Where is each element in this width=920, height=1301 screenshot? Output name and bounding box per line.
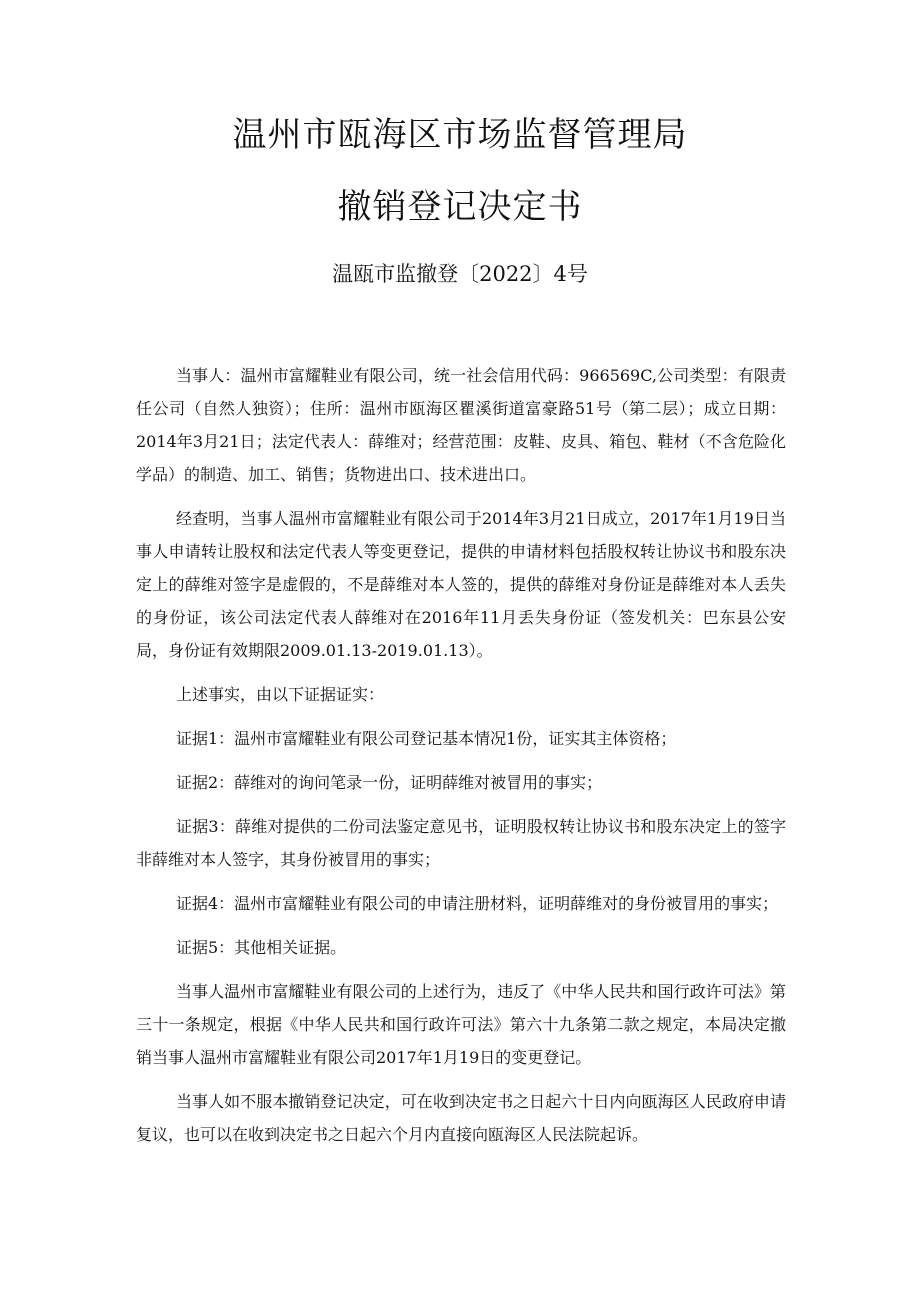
findings-paragraph: 经查明，当事人温州市富耀鞋业有限公司于2014年3月21日成立，2017年1月19日当事人申请转让股权和法定代表人等变更登记，提供的申请材料包括股权转让协议书和股东决定上的薛维对签字是虚假的，不是薛维对本人签的，提供的薛维对身份证是薛维对本人丢失的身份证，该公司法定代表人薛维对在2016年11月丢失身份证（签发机关：巴东县公安局，身份证有效期限2009.01.13-2019.01.13）。 bbox=[136, 509, 786, 660]
document-body bbox=[136, 359, 786, 1162]
decision-paragraph: 当事人温州市富耀鞋业有限公司的上述行为，违反了《中华人民共和国行政许可法》第三十一条规定，根据《中华人民共和国行政许可法》第六十九条第二款之规定，本局决定撤销当事人温州市富耀鞋业有限公司2017年1月19日的变更登记。 bbox=[136, 982, 786, 1067]
evidence-item-5: 证据5：其他相关证据。 bbox=[176, 938, 347, 957]
document-number: 温瓯市监撤登〔2022〕4号 bbox=[332, 262, 588, 286]
evidence-item-2: 证据2：薛维对的询问笔录一份，证明薛维对被冒用的事实； bbox=[176, 773, 603, 792]
evidence-item-3: 证据3：薛维对提供的二份司法鉴定意见书，证明股权转让协议书和股东决定上的签字非薛维对本人签字，其身份被冒用的事实； bbox=[136, 817, 786, 869]
document-title: 撤销登记决定书 bbox=[337, 187, 583, 227]
agency-title: 温州市瓯海区市场监督管理局 bbox=[232, 115, 688, 155]
evidence-intro-paragraph: 上述事实，由以下证据证实： bbox=[176, 685, 385, 704]
evidence-item-4: 证据4：温州市富耀鞋业有限公司的申请注册材料，证明薛维对的身份被冒用的事实； bbox=[176, 894, 779, 913]
appeal-rights-paragraph: 当事人如不服本撤销登记决定，可在收到决定书之日起六十日内向瓯海区人民政府申请复议，也可以在收到决定书之日起六个月内直接向瓯海区人民法院起诉。 bbox=[136, 1092, 786, 1144]
evidence-item-1: 证据1：温州市富耀鞋业有限公司登记基本情况1份，证实其主体资格； bbox=[176, 729, 677, 748]
party-info-paragraph: 当事人：温州市富耀鞋业有限公司，统一社会信用代码：966569C,公司类型：有限责任公司（自然人独资）；住所：温州市瓯海区瞿溪街道富豪路51号（第二层）；成立日期：2014年3月21日；法定代表人：薛维对；经营范围：皮鞋、皮具、箱包、鞋材（不含危险化学品）的制造、加工、销售；货物进出口、技术进出口。 bbox=[136, 366, 786, 484]
